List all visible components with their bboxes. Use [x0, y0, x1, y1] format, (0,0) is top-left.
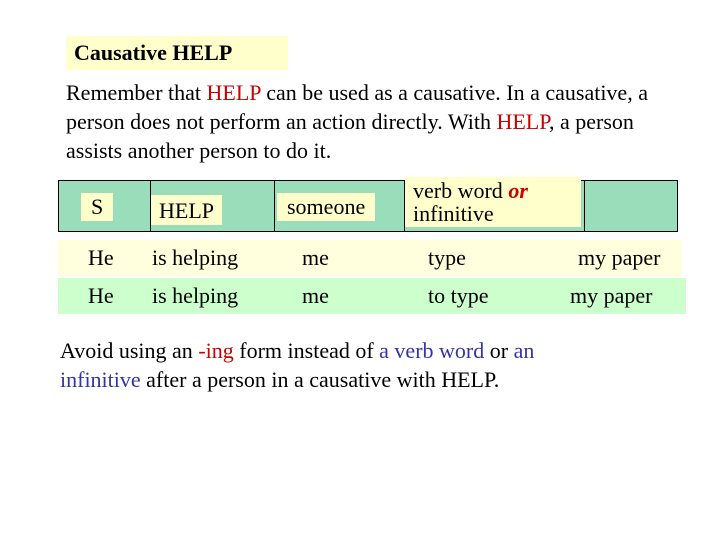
header-cell-help	[151, 181, 275, 231]
header-verb-word: verb word	[413, 178, 509, 203]
intro-text-1: Remember that	[66, 80, 207, 105]
row1-verb: is helping	[152, 245, 239, 270]
header-someone: someone	[277, 193, 375, 221]
row2-action: to type	[428, 283, 489, 308]
header-cell-empty	[585, 181, 677, 231]
row2-complement: my paper	[570, 283, 653, 308]
row2-verb: is helping	[152, 283, 239, 308]
footer-text-1: Avoid using an	[60, 338, 199, 363]
table-row	[58, 240, 682, 276]
header-cell-s	[59, 181, 151, 231]
intro-help-highlight-2: HELP	[496, 109, 550, 134]
footer-text-3: or	[484, 338, 514, 363]
row1-action: type	[428, 245, 466, 270]
header-verb-word-or-infinitive	[405, 177, 581, 227]
footer-paragraph	[60, 336, 640, 394]
footer-text-4: after a person in a causative with HELP.	[140, 367, 500, 392]
row2-object: me	[302, 283, 329, 308]
table-header-row	[58, 180, 678, 232]
row1-object: me	[302, 245, 329, 270]
header-infinitive: infinitive	[413, 201, 494, 226]
header-or: or	[508, 178, 528, 203]
footer-text-2: form instead of	[233, 338, 380, 363]
footer-ing-highlight: -ing	[198, 338, 234, 363]
header-cell-someone	[275, 181, 405, 231]
row1-complement: my paper	[578, 245, 661, 270]
header-s: S	[81, 193, 113, 221]
footer-infinitive-highlight: infinitive	[60, 367, 141, 392]
table-row	[58, 278, 686, 314]
row1-subject: He	[88, 245, 114, 270]
intro-paragraph	[66, 78, 666, 165]
footer-an-highlight: an	[513, 338, 535, 363]
footer-verb-word-highlight: a verb word	[379, 338, 485, 363]
intro-text-3: , a person assists another person to do it.	[66, 109, 634, 163]
header-help: HELP	[151, 195, 222, 225]
intro-text-2: can be used as a causative. In a causative, a person does not perform an action directly. With	[66, 80, 648, 134]
row2-subject: He	[88, 283, 114, 308]
slide-title: Causative HELP	[66, 36, 288, 70]
intro-help-highlight-1: HELP	[206, 80, 261, 105]
header-cell-verb-word	[405, 178, 585, 231]
